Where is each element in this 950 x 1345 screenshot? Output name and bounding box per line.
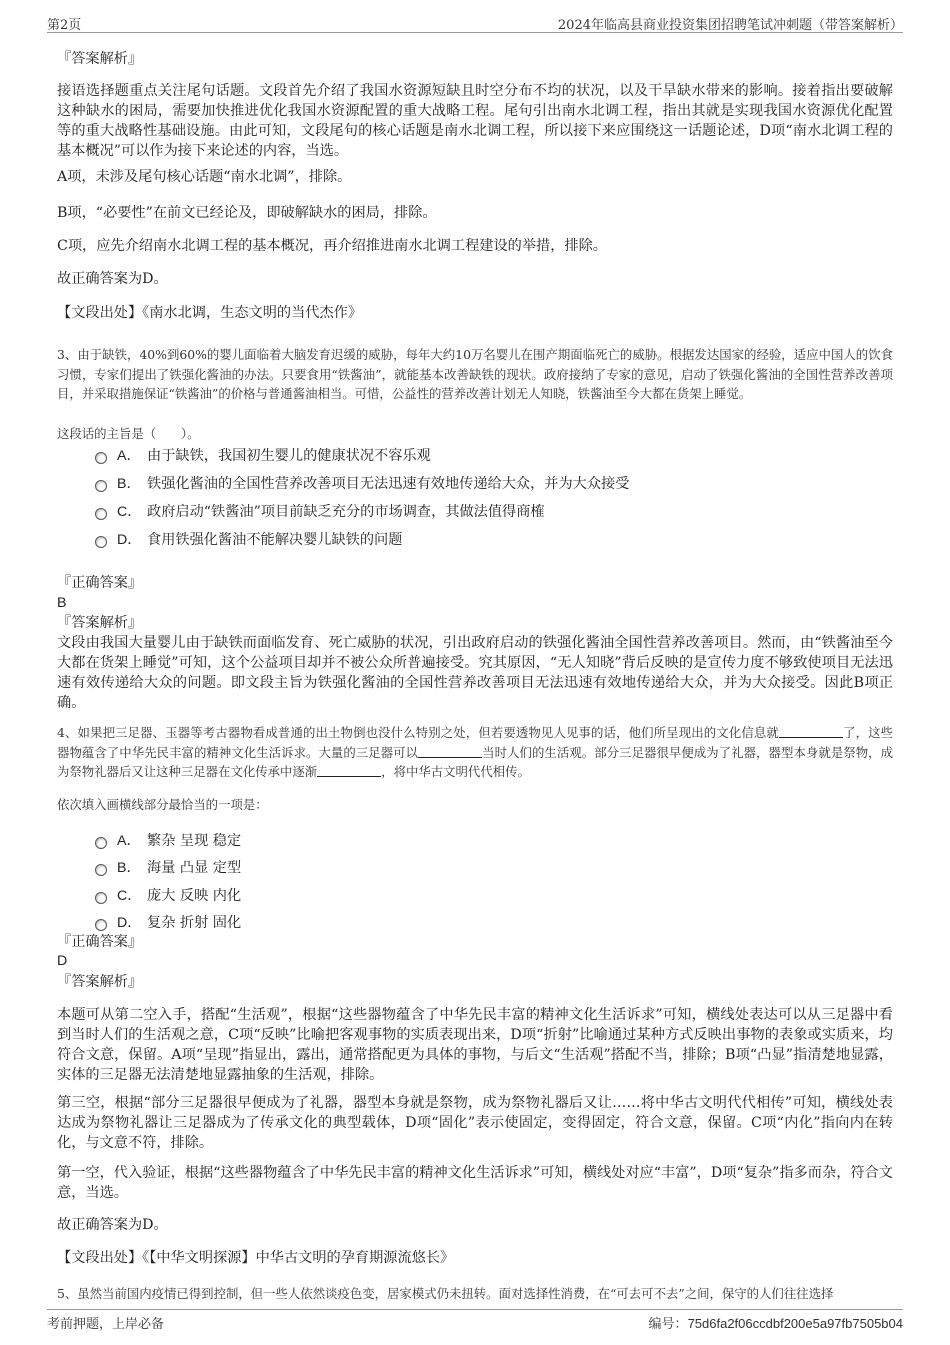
radio-button[interactable] [95,536,107,548]
page-header [47,14,903,34]
q4-analysis-paragraph-3: 第一空，代入验证，根据“这些器物蕴含了中华先民丰富的精神文化生活诉求”可知，横线处对应“丰富”，D项“复杂”指多而杂，符合文意，当选。 [57,1165,893,1201]
q4-conclusion: 故正确答案为D。 [57,1217,168,1233]
radio-button[interactable] [95,837,107,849]
page-number: 第2页 [47,18,82,33]
q4-option-b[interactable]: B． 海量 凸显 定型 [95,858,241,878]
page-footer [47,1313,903,1332]
footer-divider [47,1309,903,1310]
q4-answer-label: 『正确答案』 [57,934,143,950]
q4-ask: 依次填入画横线部分最恰当的一项是： [57,797,268,812]
q3-answer: B [57,595,67,611]
radio-button[interactable] [95,864,107,876]
q3-option-d[interactable]: D． 食用铁强化酱油不能解决婴儿缺铁的问题 [95,530,402,550]
fill-blank [418,745,482,758]
q2-analysis-label: 『答案解析』 [57,51,143,67]
radio-button[interactable] [95,452,107,464]
q2-conclusion: 故正确答案为D。 [57,271,168,287]
footer-slogan: 考前押题，上岸必备 [47,1317,165,1332]
radio-button[interactable] [95,480,107,492]
q2-analysis-option-c: C项，应先介绍南水北调工程的基本概况，再介绍推进南水北调工程建设的举措，排除。 [57,238,607,254]
q3-option-c[interactable]: C． 政府启动“铁酱油”项目前缺乏充分的市场调查，其做法值得商榷 [95,502,545,522]
q2-source: 【文段出处】《南水北调，生态文明的当代杰作》 [57,305,363,321]
header-divider [47,32,903,33]
q4-option-d[interactable]: D． 复杂 折射 固化 [95,913,241,933]
q4-stem: 4、如果把三足器、玉器等考古器物看成普通的出土物倒也没什么特别之处，但若要透物见人见事的话，他们所呈现出的文化信息就 了，这些器物蕴含了中华先民丰富的精神文化生活诉求。大量的三足器可以 当时人们的生活观。部分三足器很早便成为了礼器，器型本身就是祭物，成为祭物礼器后又让这种三足器在文化传承中逐渐 ，将中华古文明代代相传。 [57,725,894,779]
q3-option-b[interactable]: B． 铁强化酱油的全国性营养改善项目无法迅速有效地传递给大众，并为大众接受 [95,474,629,494]
q2-analysis-option-a: A项，未涉及尾句核心话题“南水北调”，排除。 [57,169,352,185]
fill-blank [779,725,843,738]
q3-option-a[interactable]: A． 由于缺铁，我国初生婴儿的健康状况不容乐观 [95,446,431,466]
q3-ask: 这段话的主旨是（ ）。 [57,426,200,441]
q4-option-a[interactable]: A． 繁杂 呈现 稳定 [95,831,241,851]
document-id: 编号：75d6fa2f06ccdbf200e5a97fb7505b04 [648,1316,903,1332]
q2-analysis-option-b: B项，“必要性”在前文已经论及，即破解缺水的困局，排除。 [57,205,437,221]
q3-answer-label: 『正确答案』 [57,575,143,591]
q4-analysis-paragraph-2: 第三空，根据“部分三足器很早便成为了礼器，器型本身就是祭物，成为祭物礼器后又让……将中华古文明代代相传”可知，横线处表达成为祭物礼器让三足器成为了传承文化的典型载体，D项“固化”表示使固定，变得固定，符合文意，保留。C项“内化”指向内在转化，与文意不符，排除。 [57,1095,893,1151]
q4-answer: D [57,953,68,969]
radio-button[interactable] [95,919,107,931]
fill-blank [317,764,381,777]
radio-button[interactable] [95,892,107,904]
q4-analysis-paragraph-1: 本题可从第二空入手，搭配“生活观”，根据“这些器物蕴含了中华先民丰富的精神文化生活诉求”可知，横线处表达可以从三足器中看到当时人们的生活观之意，C项“反映”比喻把客观事物的实质表现出来，D项“折射”比喻通过某种方式反映出事物的表象或实质来，均符合文意，保留。A项“呈现”指显出，露出，通常搭配更为具体的事物，与后文“生活观”搭配不当，排除；B项“凸显”指清楚地显露，实体的三足器无法清楚地显露抽象的生活观，排除。 [57,1007,893,1083]
q2-analysis-paragraph: 接语选择题重点关注尾句话题。文段首先介绍了我国水资源短缺且时空分布不均的状况，以及干旱缺水带来的影响。接着指出要破解这种缺水的困局，需要加快推进优化我国水资源配置的重大战略工程。尾句引出南水北调工程，指出其就是实现我国水资源优化配置等的重大战略性基础设施。由此可知，文段尾句的核心话题是南水北调工程，所以接下来应围绕这一话题论述，D项“南水北调工程的基本概况”可以作为接下来论述的内容，当选。 [57,83,893,159]
q3-stem: 3、由于缺铁，40%到60%的婴儿面临着大脑发育迟缓的威胁，每年大约10万名婴儿在围产期面临死亡的威胁。根据发达国家的经验，适应中国人的饮食习惯，专家们提出了铁强化酱油的办法。只要食用“铁酱油”，就能基本改善缺铁的现状。政府接纳了专家的意见，启动了铁强化酱油的全国性营养改善项目，并采取措施保证“铁酱油”的价格与普通酱油相当。可惜，公益性的营养改善计划无人知晓，铁酱油至今大都在货架上睡觉。 [57,347,893,401]
q5-stem: 5、虽然当前国内疫情已得到控制，但一些人依然谈疫色变，居家模式仍未扭转。面对选择性消费，在“可去可不去”之间，保守的人们往往选择 [57,1286,834,1301]
q4-source: 【文段出处】《【中华文明探源】中华古文明的孕育期源流悠长》 [57,1250,455,1266]
q3-analysis: 文段由我国大量婴儿由于缺铁而面临发育、死亡威胁的状况，引出政府启动的铁强化酱油全国性营养改善项目。然而，由“铁酱油至今大都在货架上睡觉”可知，这个公益项目却并不被公众所普遍接受。究其原因，“无人知晓”背后反映的是宣传力度不够致使项目无法迅速有效传递给大众的问题。即文段主旨为铁强化酱油的全国性营养改善项目无法迅速有效地传递给大众，并为大众接受。因此B项正确。 [57,635,893,711]
radio-button[interactable] [95,508,107,520]
q3-analysis-label: 『答案解析』 [57,615,143,631]
q4-analysis-label: 『答案解析』 [57,974,143,990]
document-title: 2024年临高县商业投资集团招聘笔试冲刺题（带答案解析） [557,18,903,33]
q4-option-c[interactable]: C． 庞大 反映 内化 [95,886,241,906]
